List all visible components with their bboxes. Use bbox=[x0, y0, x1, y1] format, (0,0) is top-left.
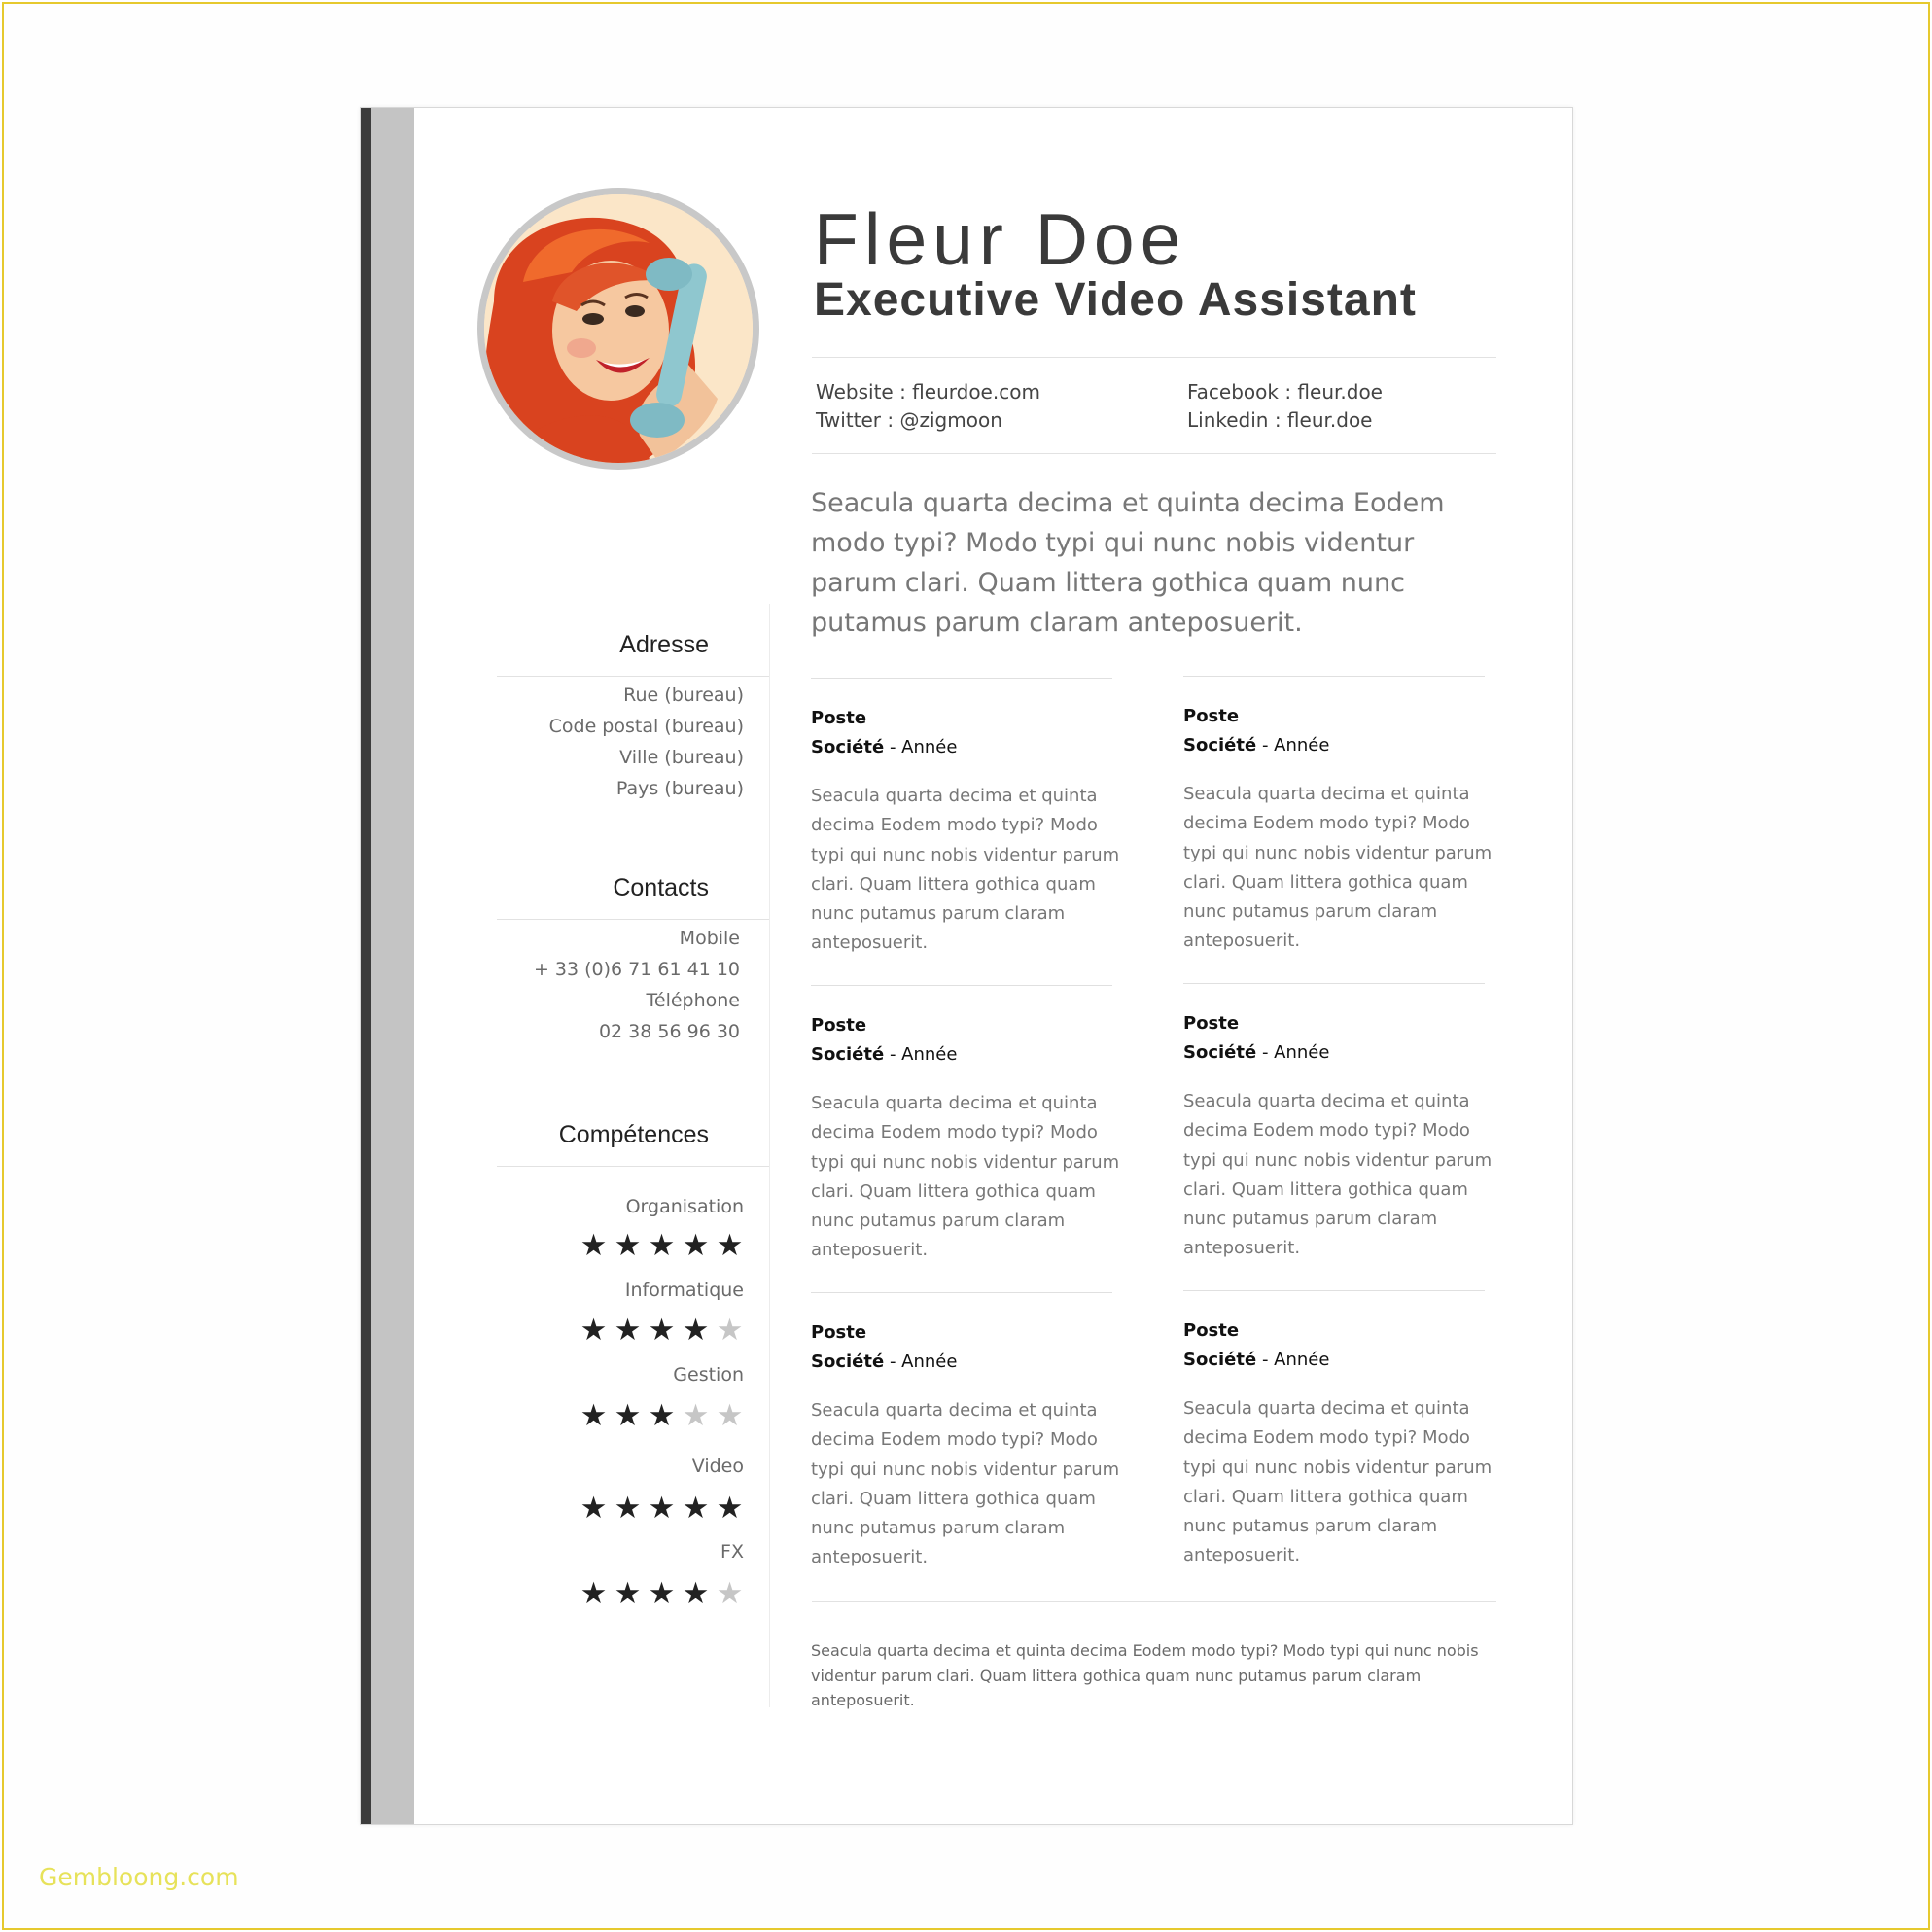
resume-page bbox=[360, 107, 1573, 1825]
star-filled-icon: ★ bbox=[580, 1228, 608, 1262]
page-spine-dark bbox=[361, 108, 371, 1824]
divider bbox=[812, 357, 1496, 358]
skill-rating bbox=[580, 1230, 744, 1260]
linkedin-link[interactable]: Linkedin : fleur.doe bbox=[1187, 408, 1373, 432]
skill-name: Gestion bbox=[673, 1364, 744, 1386]
job-company-year bbox=[811, 733, 1120, 762]
contact-lines bbox=[534, 923, 740, 1047]
contact-label: Mobile bbox=[679, 928, 740, 949]
intro-paragraph: Seacula quarta decima et quinta decima Eodem modo typi? Modo typi qui nunc nobis videntur parum clari. Quam littera gothica quam nunc putamus parum claram anteposuerit. bbox=[811, 488, 1445, 638]
job-year: - Année bbox=[1261, 1350, 1330, 1370]
divider bbox=[812, 1601, 1496, 1602]
experience-item bbox=[1183, 983, 1493, 1264]
skill-name: Video bbox=[691, 1456, 744, 1477]
skill-rating bbox=[580, 1315, 744, 1345]
job-description: Seacula quarta decima et quinta decima Eodem modo typi? Modo typi qui nunc nobis videntur parum clari. Quam littera gothica quam nunc putamus parum claram anteposuerit. bbox=[811, 1093, 1120, 1261]
address-line: Code postal (bureau) bbox=[548, 716, 744, 737]
star-empty-icon: ★ bbox=[716, 1398, 744, 1432]
divider bbox=[1183, 983, 1485, 984]
job-company: Société bbox=[811, 1352, 885, 1372]
address-line: Rue (bureau) bbox=[623, 685, 744, 706]
candidate-name: Fleur Doe bbox=[814, 198, 1187, 280]
star-filled-icon: ★ bbox=[614, 1576, 642, 1610]
contact-label: Téléphone bbox=[646, 990, 740, 1011]
contacts-heading: Contacts bbox=[613, 874, 709, 901]
portrait-illustration bbox=[484, 194, 753, 463]
star-filled-icon: ★ bbox=[648, 1313, 676, 1347]
star-filled-icon: ★ bbox=[682, 1491, 710, 1525]
column-divider bbox=[769, 604, 770, 1707]
experience-item bbox=[811, 985, 1120, 1266]
divider bbox=[497, 919, 769, 920]
skill-name: FX bbox=[720, 1541, 744, 1563]
skill-name: Organisation bbox=[625, 1196, 744, 1217]
divider bbox=[811, 1292, 1112, 1293]
job-description: Seacula quarta decima et quinta decima Eodem modo typi? Modo typi qui nunc nobis videntur parum clari. Quam littera gothica quam nunc putamus parum claram anteposuerit. bbox=[1183, 1398, 1493, 1566]
profile-photo bbox=[484, 194, 753, 463]
job-company: Société bbox=[1183, 1042, 1257, 1063]
star-filled-icon: ★ bbox=[648, 1228, 676, 1262]
job-company-year bbox=[1183, 1346, 1493, 1375]
website-link[interactable]: Website : fleurdoe.com bbox=[816, 380, 1040, 404]
job-year: - Année bbox=[1261, 1042, 1330, 1063]
star-filled-icon: ★ bbox=[682, 1313, 710, 1347]
star-filled-icon: ★ bbox=[648, 1398, 676, 1432]
star-empty-icon: ★ bbox=[682, 1398, 710, 1432]
divider bbox=[497, 1166, 769, 1167]
star-filled-icon: ★ bbox=[716, 1228, 744, 1262]
job-description: Seacula quarta decima et quinta decima Eodem modo typi? Modo typi qui nunc nobis videntur parum clari. Quam littera gothica quam nunc putamus parum claram anteposuerit. bbox=[1183, 784, 1493, 952]
page-spine-grey bbox=[371, 108, 414, 1824]
job-company-year bbox=[811, 1348, 1120, 1377]
skill-name: Informatique bbox=[624, 1280, 744, 1301]
divider bbox=[1183, 1290, 1485, 1291]
star-filled-icon: ★ bbox=[580, 1491, 608, 1525]
job-position: Poste bbox=[1183, 706, 1240, 726]
job-position: Poste bbox=[811, 1015, 867, 1036]
star-filled-icon: ★ bbox=[614, 1398, 642, 1432]
star-filled-icon: ★ bbox=[648, 1491, 676, 1525]
job-position: Poste bbox=[811, 1322, 867, 1343]
job-year: - Année bbox=[889, 1352, 958, 1372]
job-description: Seacula quarta decima et quinta decima Eodem modo typi? Modo typi qui nunc nobis videntur parum clari. Quam littera gothica quam nunc putamus parum claram anteposuerit. bbox=[811, 1400, 1120, 1568]
watermark-text: Gembloong.com bbox=[39, 1863, 239, 1891]
experience-item bbox=[1183, 1290, 1493, 1571]
job-position: Poste bbox=[1183, 1320, 1240, 1341]
job-position: Poste bbox=[1183, 1013, 1240, 1034]
star-empty-icon: ★ bbox=[716, 1313, 744, 1347]
star-filled-icon: ★ bbox=[716, 1491, 744, 1525]
skill-rating bbox=[580, 1578, 744, 1608]
job-company: Société bbox=[811, 737, 885, 757]
experience-item bbox=[811, 678, 1120, 959]
contact-value: + 33 (0)6 71 61 41 10 bbox=[533, 959, 740, 980]
job-company-year bbox=[1183, 731, 1493, 760]
divider bbox=[497, 676, 769, 677]
skills-heading: Compétences bbox=[558, 1121, 709, 1148]
job-company-year bbox=[811, 1040, 1120, 1070]
star-empty-icon: ★ bbox=[716, 1576, 744, 1610]
address-line: Ville (bureau) bbox=[619, 747, 744, 768]
job-company-year bbox=[1183, 1038, 1493, 1068]
address-lines bbox=[549, 680, 744, 804]
divider bbox=[1183, 676, 1485, 677]
star-filled-icon: ★ bbox=[614, 1228, 642, 1262]
social-left bbox=[816, 378, 1040, 435]
job-year: - Année bbox=[889, 737, 958, 757]
star-filled-icon: ★ bbox=[648, 1576, 676, 1610]
social-right bbox=[1187, 378, 1383, 435]
skill-rating bbox=[580, 1493, 744, 1523]
address-heading: Adresse bbox=[619, 631, 709, 658]
footer-paragraph: Seacula quarta decima et quinta decima Eodem modo typi? Modo typi qui nunc nobis videntur parum clari. Quam littera gothica quam nunc putamus parum claram anteposuerit. bbox=[811, 1641, 1479, 1709]
twitter-link[interactable]: Twitter : @zigmoon bbox=[816, 408, 1002, 432]
contact-value: 02 38 56 96 30 bbox=[598, 1021, 740, 1042]
star-filled-icon: ★ bbox=[682, 1228, 710, 1262]
divider bbox=[812, 453, 1496, 454]
divider bbox=[811, 985, 1112, 986]
experience-item bbox=[811, 1292, 1120, 1573]
facebook-link[interactable]: Facebook : fleur.doe bbox=[1187, 380, 1383, 404]
experience-item bbox=[1183, 676, 1493, 957]
profile-photo-ring bbox=[477, 188, 759, 470]
job-company: Société bbox=[1183, 1350, 1257, 1370]
star-filled-icon: ★ bbox=[614, 1491, 642, 1525]
divider bbox=[811, 678, 1112, 679]
job-year: - Année bbox=[889, 1044, 958, 1065]
job-company: Société bbox=[1183, 735, 1257, 755]
job-position: Poste bbox=[811, 708, 867, 728]
job-title: Executive Video Assistant bbox=[814, 274, 1417, 326]
job-year: - Année bbox=[1261, 735, 1330, 755]
job-description: Seacula quarta decima et quinta decima Eodem modo typi? Modo typi qui nunc nobis videntur parum clari. Quam littera gothica quam nunc putamus parum claram anteposuerit. bbox=[811, 786, 1120, 954]
star-filled-icon: ★ bbox=[580, 1576, 608, 1610]
star-filled-icon: ★ bbox=[580, 1398, 608, 1432]
star-filled-icon: ★ bbox=[580, 1313, 608, 1347]
star-filled-icon: ★ bbox=[682, 1576, 710, 1610]
job-description: Seacula quarta decima et quinta decima Eodem modo typi? Modo typi qui nunc nobis videntur parum clari. Quam littera gothica quam nunc putamus parum claram anteposuerit. bbox=[1183, 1091, 1493, 1259]
job-company: Société bbox=[811, 1044, 885, 1065]
skill-rating bbox=[580, 1400, 744, 1430]
address-line: Pays (bureau) bbox=[615, 778, 744, 799]
star-filled-icon: ★ bbox=[614, 1313, 642, 1347]
